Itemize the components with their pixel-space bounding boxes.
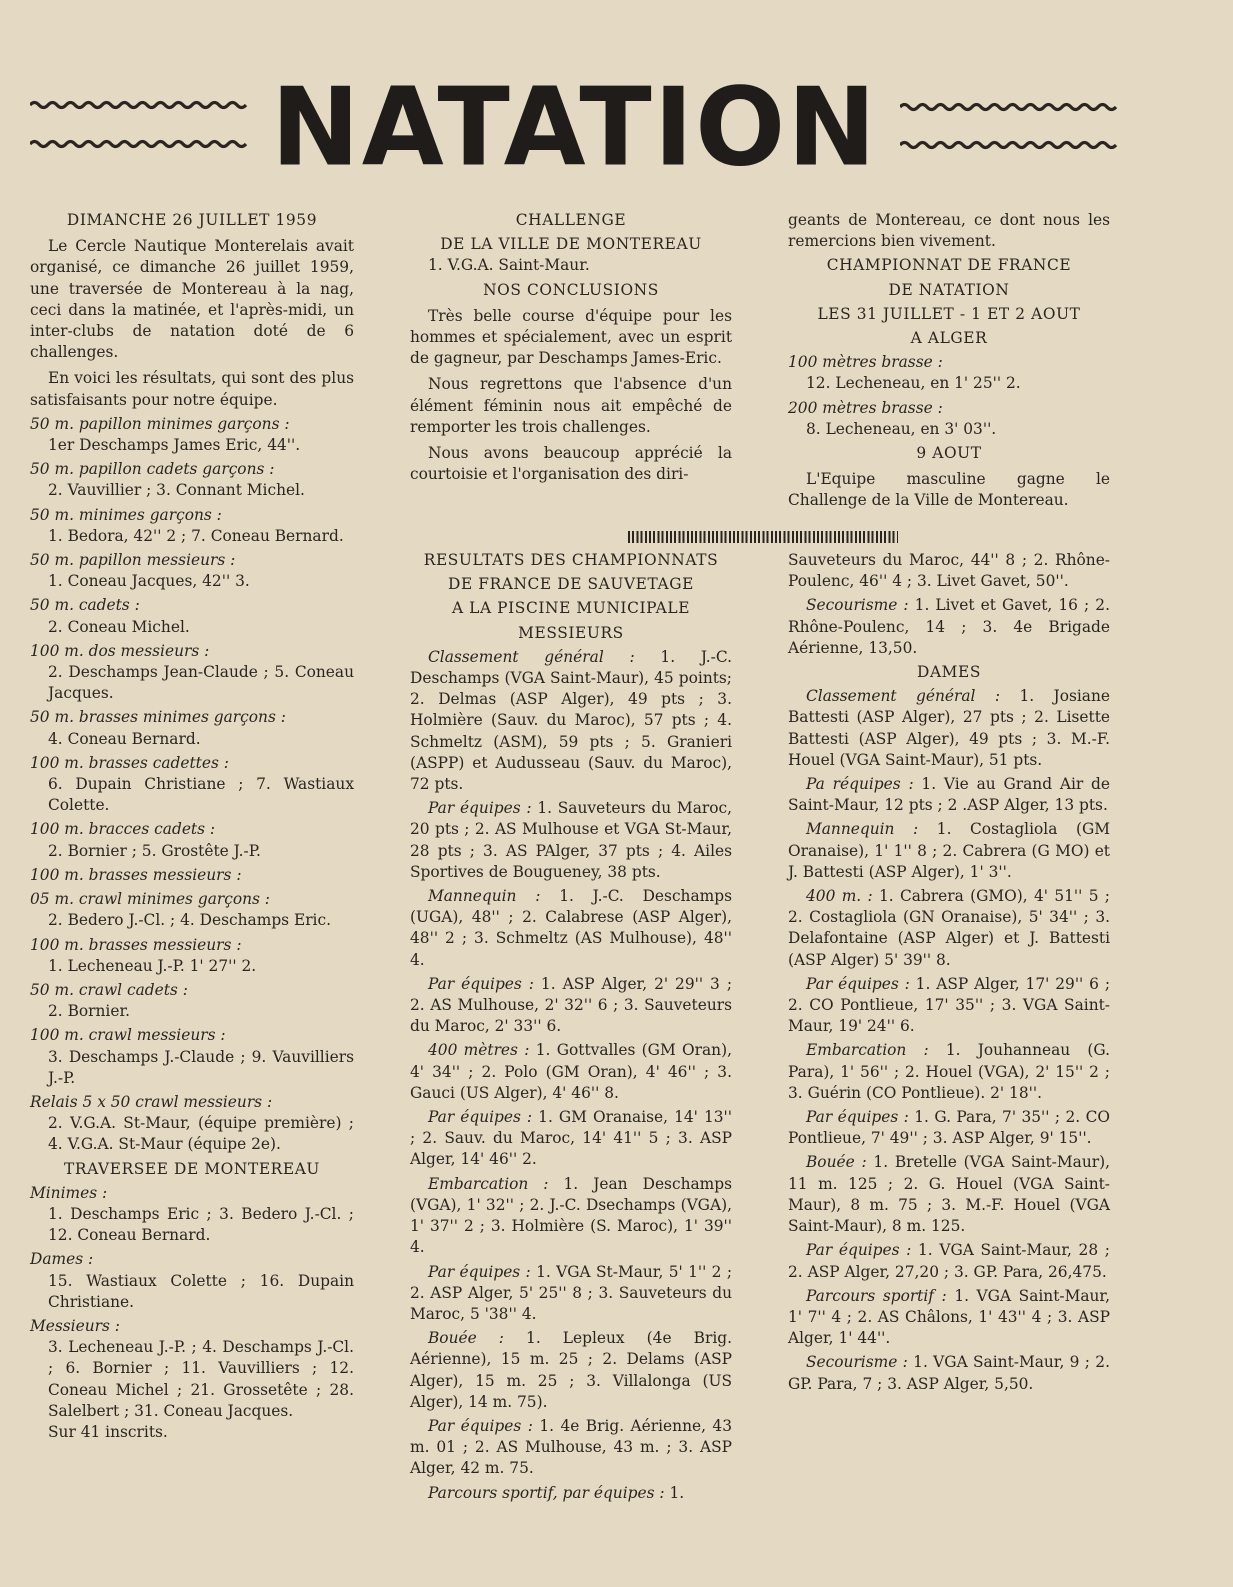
column-middle-top [410,210,732,485]
masthead [0,64,1233,191]
wave-rule-left-top [30,100,248,110]
result-paragraph [410,974,732,1038]
event-label: Par équipes : [806,1241,912,1260]
result-paragraph [788,974,1110,1038]
section-divider [628,531,898,543]
result-line: 2. Deschamps Jean-Claude ; 5. Coneau Jacques. [48,663,354,703]
event-label: 100 mètres brasse : [788,353,943,372]
result-text: 1. [664,1483,685,1502]
paragraph: geants de Montereau, ce dont nous les remercions bien vivement. [788,211,1110,251]
section-heading: DAMES [917,663,981,682]
result-line: 15. Wastiaux Colette ; 16. Dupain Christiane. [48,1271,354,1311]
event-label: 400 m. : [806,887,873,906]
section-heading: LES 31 JUILLET - 1 ET 2 AOUT [817,304,1081,323]
event-label: Relais 5 x 50 crawl messieurs : [30,1092,273,1111]
event-label: 50 m. papillon minimes garçons : [30,414,290,433]
result-paragraph [788,886,1110,971]
result-text: 1. VGA Saint-Maur, 1' 7'' 4 ; 2. AS Châlons, 1' 43'' 4 ; 3. ASP Alger, 1' 44''. [788,1286,1110,1348]
result-text: 1. Lepleux (4e Brig. Aérienne), 15 m. 25 ; 2. Delams (ASP Alger), 15 m. 25 ; 3. Villalonga (US Alger), 14 m. 75). [410,1329,732,1411]
result-text: 1. VGA Saint-Maur, 28 ; 2. ASP Alger, 27,20 ; 3. GP. Para, 26,475. [788,1241,1110,1281]
event-label: Minimes : [30,1183,108,1202]
event-label: 200 mètres brasse : [788,398,943,417]
result-paragraph [788,1240,1110,1282]
section-heading: 9 AOUT [916,444,982,463]
paragraph: Sauveteurs du Maroc, 44'' 8 ; 2. Rhône-Poulenc, 46'' 4 ; 3. Livet Gavet, 50''. [788,551,1110,591]
column-middle-bottom [410,550,732,1504]
event-label: Par équipes : [806,974,910,993]
event-label: 50 m. papillon messieurs : [30,551,236,570]
event-label: Messieurs : [30,1316,120,1335]
event-label: 100 m. brasses cadettes : [30,753,229,772]
result-paragraph [410,886,732,971]
result-line: 1. V.G.A. Saint-Maur. [428,256,590,275]
section-heading: DIMANCHE 26 JUILLET 1959 [66,211,318,229]
result-line: 12. Lecheneau, en 1' 25'' 2. [806,374,1021,393]
page-title: NATATION [271,64,878,191]
result-line: 2. Vauvillier ; 3. Connant Michel. [48,481,305,500]
result-line: 2. Bornier. [48,1002,131,1021]
event-label: Par équipes : [428,1416,533,1435]
event-label: 50 m. crawl cadets : [30,980,188,999]
result-paragraph [410,1107,732,1171]
result-paragraph [410,1040,732,1104]
result-line: 1. Lecheneau J.-P. 1' 27'' 2. [48,956,257,975]
wave-rule-right-bottom [900,140,1118,150]
section-heading: DE FRANCE DE SAUVETAGE [448,575,694,594]
result-line: 1. Bedora, 42'' 2 ; 7. Coneau Bernard. [48,526,344,545]
event-label: 50 m. minimes garçons : [30,505,222,524]
result-text: 1. Cabrera (GMO), 4' 51'' 5 ; 2. Costagliola (GN Oranaise), 5' 34'' ; 3. Delafontaine (ASP Alger) et J. Battesti (ASP Alger) 5' 39'' 8. [788,887,1110,969]
result-paragraph [788,1152,1110,1237]
result-line: 1. Coneau Jacques, 42'' 3. [48,572,250,591]
paragraph: Nous avons beaucoup apprécié la courtoisie et l'organisation des diri- [410,444,732,484]
result-paragraph [410,1483,732,1504]
result-text: 1. Gottvalles (GM Oran), 4' 34'' ; 2. Polo (GM Oran), 4' 46'' ; 3. Gauci (US Alger), 4' 46'' 8. [410,1041,732,1102]
result-paragraph [410,1328,732,1413]
event-label: Dames : [30,1250,94,1269]
result-text: 1. ASP Alger, 2' 29'' 3 ; 2. AS Mulhouse, 2' 32'' 6 ; 3. Sauveteurs du Maroc, 2' 33'' 6. [410,974,732,1036]
paragraph: Nous regrettons que l'absence d'un élément féminin nous ait empêché de remporter les trois challenges. [410,375,732,436]
event-label: Classement général : [428,647,635,666]
event-label: Par équipes : [428,799,532,818]
section-heading: TRAVERSEE DE MONTEREAU [64,1159,320,1178]
result-paragraph [410,1262,732,1326]
event-label: Par équipes : [806,1108,909,1127]
result-line: 6. Dupain Christiane ; 7. Wastiaux Colette. [48,775,354,815]
event-label: 05 m. crawl minimes garçons : [30,890,270,909]
result-text: 1. VGA St-Maur, 5' 1'' 2 ; 2. ASP Alger, 5' 25'' 8 ; 3. Sauveteurs du Maroc, 5 '38'' 4. [410,1262,732,1323]
paragraph: Le Cercle Nautique Monterelais avait organisé, ce dimanche 26 juillet 1959, une traversée de Montereau à la nag, ceci dans la matinée, et l'après-midi, un inter-clubs de natation doté de 6 challenges. [30,237,354,362]
event-label: 100 m. brasses messieurs : [30,865,242,884]
section-heading: MESSIEURS [518,623,624,642]
result-paragraph [788,1107,1110,1149]
result-line: 2. V.G.A. St-Maur, (équipe première) ; 4. V.G.A. St-Maur (équipe 2e). [48,1114,354,1154]
result-text: 1. Costagliola (GM Oranaise), 1' 1'' 8 ; 2. Cabrera (G MO) et J. Battesti (ASP Alger), 1' 3''. [788,820,1111,881]
event-label: Pa réquipes : [806,775,914,794]
result-paragraph [788,595,1110,659]
event-label: 50 m. cadets : [30,596,140,615]
result-line: 2. Bedero J.-Cl. ; 4. Deschamps Eric. [48,911,331,930]
event-label: 100 m. crawl messieurs : [30,1026,226,1045]
result-text: 1. J.-C. Deschamps (VGA Saint-Maur), 45 points; 2. Delmas (ASP Alger), 49 pts ; 3. Holmière (Sauv. du Maroc), 57 pts ; 4. Schmeltz (ASM), 59 pts ; 5. Granieri (ASPP) et Audusseau (Sauv. du Maroc), 72 pts. [410,647,733,794]
event-label: Mannequin : [428,887,541,906]
result-line: 1. Deschamps Eric ; 3. Bedero J.-Cl. ; 12. Coneau Bernard. [48,1204,354,1245]
section-heading: RESULTATS DES CHAMPIONNATS [423,551,719,569]
result-paragraph [788,819,1110,883]
result-line: 4. Coneau Bernard. [48,729,201,748]
result-paragraph [410,647,732,795]
result-text: 1. Sauveteurs du Maroc, 20 pts ; 2. AS Mulhouse et VGA St-Maur, 28 pts ; 3. AS PAlger, 37 pts ; 4. Ailes Sportives de Bougueney, 38 pts. [410,799,733,881]
section-heading: A LA PISCINE MUNICIPALE [451,599,691,618]
event-label: 50 m. brasses minimes garçons : [30,708,286,727]
result-line: 8. Lecheneau, en 3' 03''. [806,419,997,438]
result-line: 3. Deschamps J.-Claude ; 9. Vauvilliers J.-P. [48,1047,354,1087]
event-label: Par équipes : [428,1108,533,1127]
result-text: 1. Vie au Grand Air de Saint-Maur, 12 pts ; 2 .ASP Alger, 13 pts. [788,775,1110,815]
event-label: Embarcation : [428,1174,549,1193]
result-paragraph [410,798,732,883]
result-paragraph [410,1174,732,1259]
event-label: Secourisme : [806,596,909,615]
result-line: 1er Deschamps James Eric, 44''. [48,436,301,455]
event-label: Embarcation : [806,1041,929,1060]
event-label: 100 m. bracces cadets : [30,820,216,839]
event-label: 100 m. dos messieurs : [30,641,210,660]
result-text: 1. Jouhanneau (G. Para), 1' 56'' ; 2. Houel (VGA), 2' 15'' 2 ; 3. Guérin (CO Pontlieue). 2' 18''. [788,1041,1110,1102]
paragraph: En voici les résultats, qui sont des plus satisfaisants pour notre équipe. [30,369,354,409]
wave-rule-left-bottom [30,139,248,149]
result-line: 3. Lecheneau J.-P. ; 4. Deschamps J.-Cl. ; 6. Bornier ; 11. Vauvilliers ; 12. Coneau Michel ; 21. Grossetête ; 28. Salelbert ; 31. Coneau Jacques. [48,1338,354,1420]
section-heading: DE LA VILLE DE MONTEREAU [440,235,702,254]
event-label: 100 m. brasses messieurs : [30,935,242,954]
event-label: Bouée : [806,1153,867,1172]
section-heading: CHAMPIONNAT DE FRANCE [826,256,1072,275]
column-right-top [788,210,1110,512]
result-text: 1. Josiane Battesti (ASP Alger), 27 pts ; 2. Lisette Battesti (ASP Alger), 49 pts ; 3. M.-F. Houel (VGA Saint-Maur), 51 pts. [788,687,1110,769]
result-text: 1. Bretelle (VGA Saint-Maur), 11 m. 125 ; 2. G. Houel (VGA Saint-Maur), 8 m. 75 ; 3. M.-F. Houel (VGA Saint-Maur), 8 m. 125. [788,1153,1110,1236]
event-label: Par équipes : [428,1262,531,1281]
result-text: 1. J.-C. Deschamps (UGA), 48'' ; 2. Calabrese (ASP Alger), 48'' 2 ; 3. Schmeltz (AS Mulhouse), 48'' 4. [410,887,732,969]
result-line: 2. Bornier ; 5. Grostête J.-P. [48,841,261,860]
result-text: 1. Jean Deschamps (VGA), 1' 32'' ; 2. J.-C. Dsechamps (VGA), 1' 37'' 2 ; 3. Holmière (S. Maroc), 1' 39'' 4. [410,1174,732,1257]
paragraph: Très belle course d'équipe pour les hommes et spécialement, avec un esprit de gagneur, par Deschamps James-Eric. [410,306,732,368]
section-heading: DE NATATION [888,280,1010,299]
result-paragraph [788,686,1110,771]
event-label: Mannequin : [806,820,919,839]
event-label: 400 mètres : [428,1041,530,1060]
result-text: 1. VGA Saint-Maur, 9 ; 2. GP. Para, 7 ; 3. ASP Alger, 5,50. [788,1353,1110,1393]
result-text: 1. ASP Alger, 17' 29'' 6 ; 2. CO Pontlieue, 17' 35'' ; 3. VGA Saint-Maur, 19' 24'' 6. [788,974,1110,1036]
section-heading: A ALGER [910,329,988,348]
event-label: Secourisme : [806,1353,908,1372]
event-label: 50 m. papillon cadets garçons : [30,460,275,479]
result-paragraph [788,774,1110,816]
result-paragraph [410,1416,732,1480]
section-heading: CHALLENGE [515,211,627,229]
event-label: Parcours sportif : [806,1286,947,1305]
wave-rule-right-top [900,102,1118,112]
section-heading: NOS CONCLUSIONS [483,280,659,299]
result-text: 1. 4e Brig. Aérienne, 43 m. 01 ; 2. AS Mulhouse, 43 m. ; 3. ASP Alger, 42 m. 75. [410,1416,732,1478]
result-line: 2. Coneau Michel. [48,617,190,636]
result-text: 1. G. Para, 7' 35'' ; 2. CO Pontlieue, 7' 49'' ; 3. ASP Alger, 9' 15''. [788,1108,1110,1148]
column-left [30,210,354,1443]
result-text: 1. GM Oranaise, 14' 13'' ; 2. Sauv. du Maroc, 14' 41'' 5 ; 3. ASP Alger, 14' 46'' 2. [410,1108,732,1169]
event-label: Classement général : [806,687,1001,706]
result-paragraph [788,1352,1110,1394]
paragraph: L'Equipe masculine gagne le Challenge de la Ville de Montereau. [788,470,1110,510]
event-label: Bouée : [428,1329,504,1348]
result-paragraph [788,1286,1110,1350]
column-right-bottom [788,550,1110,1395]
result-line: Sur 41 inscrits. [48,1422,168,1441]
event-label: Par équipes : [428,974,534,993]
event-label: Parcours sportif, par équipes : [428,1483,665,1502]
result-text: 1. Livet et Gavet, 16 ; 2. Rhône-Poulenc, 14 ; 3. 4e Brigade Aérienne, 13,50. [788,596,1110,657]
result-paragraph [788,1040,1110,1104]
